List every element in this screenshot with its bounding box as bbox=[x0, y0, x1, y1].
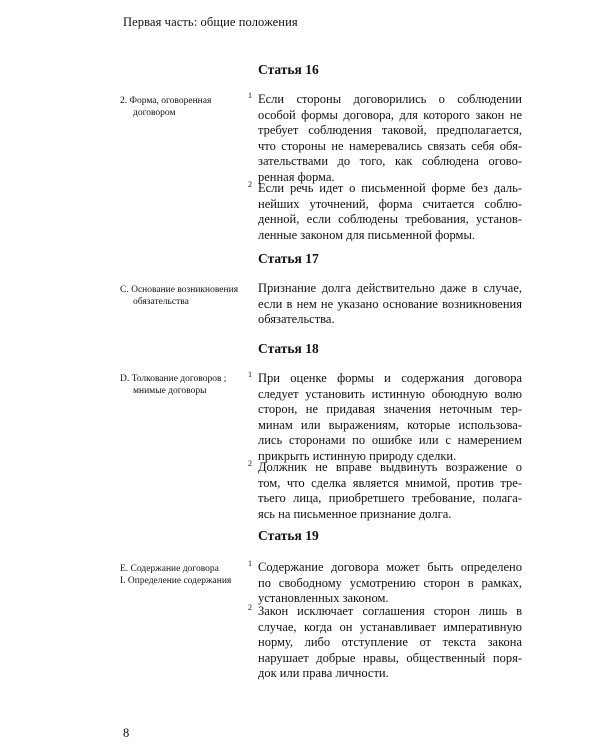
article-17-paragraph bbox=[258, 281, 522, 328]
margin-note-line: обязательства bbox=[133, 297, 189, 307]
text-line: док или права личности. bbox=[258, 666, 389, 681]
text-line: Если стороны договорились о соблюдении bbox=[258, 92, 522, 106]
text-line: что стороны не намеревались связать себя обя- bbox=[258, 138, 522, 153]
paragraph-number: 2 bbox=[248, 459, 252, 468]
text-line: минам или выражениям, которые использова- bbox=[258, 417, 522, 432]
text-line: Должник не вправе выдвинуть возражение о bbox=[258, 460, 522, 474]
text-line: лись сторонами по ошибке или с намерением bbox=[258, 433, 522, 448]
text-line: по свободному усмотрению сторон в рамках, bbox=[258, 575, 522, 590]
margin-note-line: договором bbox=[133, 108, 176, 118]
text-line: Закон исключает соглашения сторон лишь в bbox=[258, 604, 522, 618]
text-line: ренная форма. bbox=[258, 169, 335, 184]
text-line: установленных законом. bbox=[258, 591, 389, 606]
paragraph-number: 2 bbox=[248, 603, 252, 612]
margin-note-line: D. Толкование договоров ; bbox=[120, 374, 227, 384]
text-line: том, что сделка является мнимой, против тре- bbox=[258, 475, 522, 490]
article-16-title: Статья 16 bbox=[258, 62, 319, 77]
text-line: следует установить истинную обоюдную волю bbox=[258, 386, 522, 401]
text-line: денной, если соблюдены требования, установ- bbox=[258, 212, 522, 227]
text-line: зательствами до того, как соблюдена огово- bbox=[258, 154, 522, 169]
text-line: требует соблюдения таковой, предполагается, bbox=[258, 123, 522, 138]
article-18-margin-note bbox=[120, 373, 252, 397]
article-19-paragraph-2 bbox=[258, 604, 522, 682]
text-line: Содержание договора может быть определено bbox=[258, 560, 522, 574]
article-19-title: Статья 19 bbox=[258, 528, 319, 543]
text-line: прикрыть истинную природу сделки. bbox=[258, 448, 457, 463]
page-number: 8 bbox=[123, 726, 130, 740]
article-19-margin-note bbox=[120, 563, 252, 587]
text-line: ясь на письменное признание долга. bbox=[258, 506, 452, 521]
text-line: случае, когда он устанавливает императивную bbox=[258, 619, 522, 634]
margin-note-line: C. Основание возникновения bbox=[120, 285, 239, 295]
article-19-paragraph-1 bbox=[258, 560, 522, 607]
text-line: нарушает добрые нравы, общественный поря- bbox=[258, 650, 522, 665]
article-17-title: Статья 17 bbox=[258, 251, 319, 266]
article-18-paragraph-1 bbox=[258, 371, 522, 465]
text-line: тьего лица, приобретшего требование, полага- bbox=[258, 491, 522, 506]
article-16-paragraph-2 bbox=[258, 181, 522, 243]
text-line: если в нем не указано основание возникновения bbox=[258, 296, 522, 311]
text-line: сторон, не придавая значения неточным тер- bbox=[258, 402, 522, 417]
paragraph-number: 1 bbox=[248, 91, 252, 100]
text-line: При оценке формы и содержания договора bbox=[258, 371, 522, 385]
paragraph-number: 2 bbox=[248, 180, 252, 189]
text-line: нейших уточнений, форма считается соблю- bbox=[258, 196, 522, 211]
article-17-margin-note bbox=[120, 284, 252, 308]
paragraph-number: 1 bbox=[248, 559, 252, 568]
text-line: Если речь идет о письменной форме без даль- bbox=[258, 181, 522, 195]
margin-note-line: I. Определение содержания bbox=[120, 576, 232, 586]
article-16-paragraph-1 bbox=[258, 92, 522, 186]
text-line: особой формы договора, для которого закон не bbox=[258, 107, 522, 122]
text-line: норму, либо отступление от текста закона bbox=[258, 635, 522, 650]
article-18-title: Статья 18 bbox=[258, 341, 319, 356]
margin-note-line: мнимые договоры bbox=[133, 386, 207, 396]
text-line: обязательства. bbox=[258, 312, 335, 327]
paragraph-number: 1 bbox=[248, 370, 252, 379]
article-16-margin-note bbox=[120, 95, 252, 119]
article-18-paragraph-2 bbox=[258, 460, 522, 522]
text-line: Признание долга действительно даже в случае, bbox=[258, 281, 522, 295]
running-header: Первая часть: общие положения bbox=[123, 15, 298, 29]
margin-note-line: 2. Форма, оговоренная bbox=[120, 96, 212, 106]
margin-note-line: E. Содержание договора bbox=[120, 564, 219, 574]
text-line: ленные законом для письменной формы. bbox=[258, 227, 475, 242]
